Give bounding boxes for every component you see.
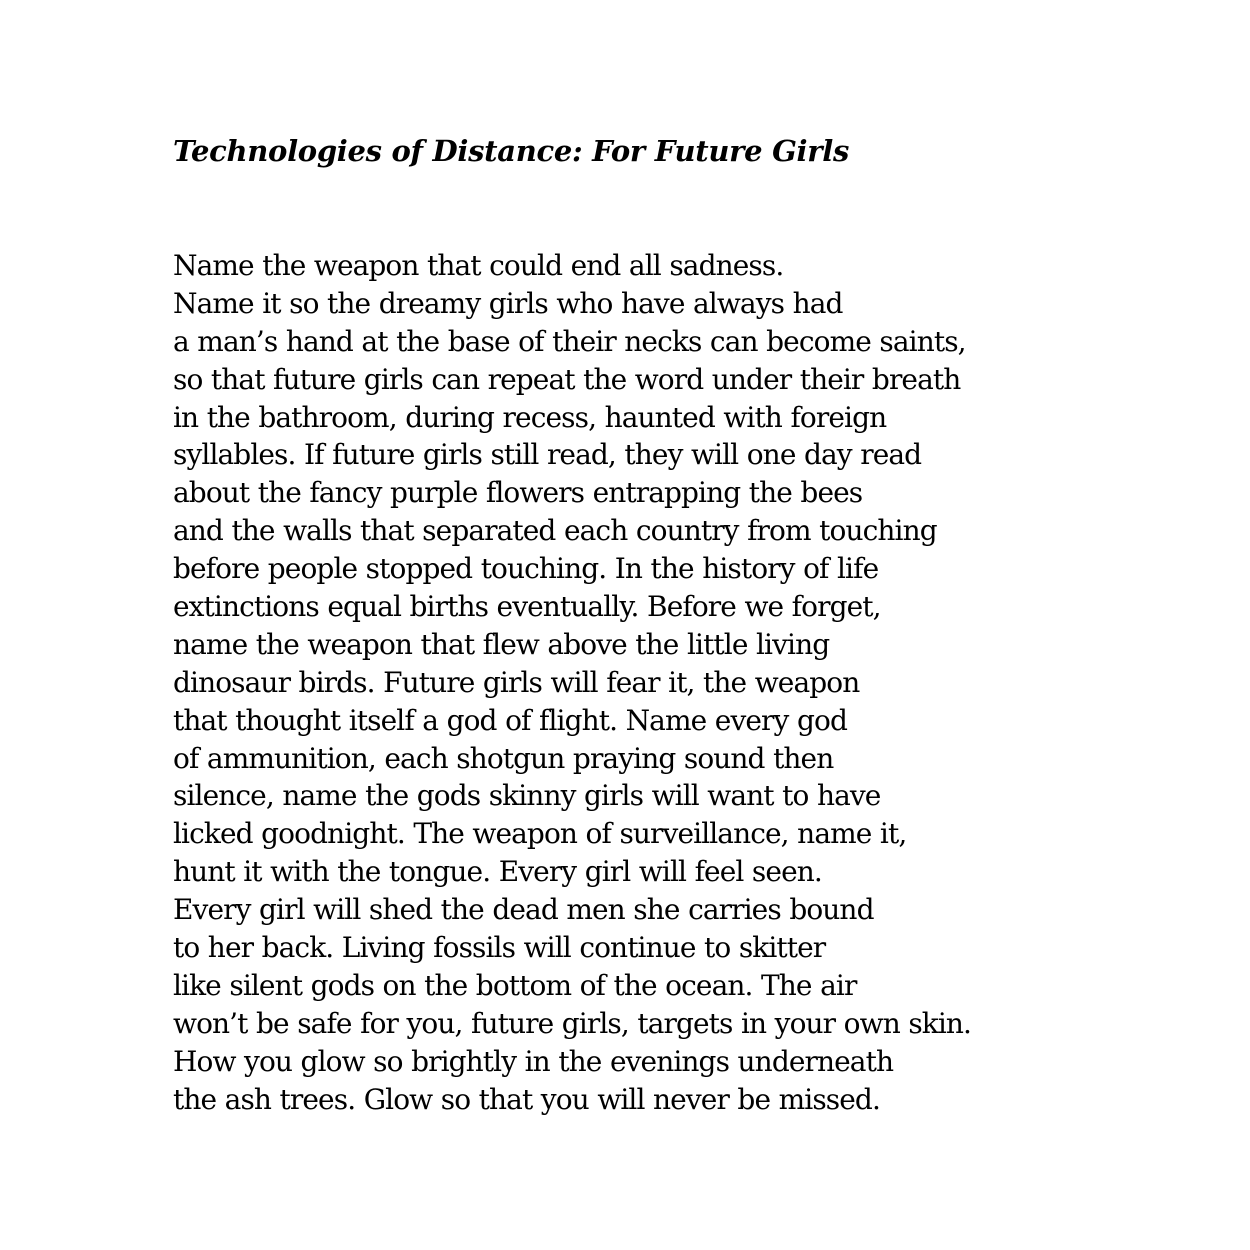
poem-line: Name the weapon that could end all sadness. [173,249,784,282]
poem-line: Every girl will shed the dead men she carries bound [173,893,874,927]
poem-line: a man’s hand at the base of their necks can become saints, [173,324,966,358]
poem-line: in the bathroom, during recess, haunted with foreign [173,400,887,434]
poem-line: Name it so the dreamy girls who have always had [173,286,843,320]
poem-line: to her back. Living fossils will continue to skitter [173,931,826,965]
poem-line: that thought itself a god of flight. Name every god [173,703,847,737]
poem-line: How you glow so brightly in the evenings underneath [173,1044,894,1078]
poem-line: so that future girls can repeat the word under their breath [173,362,961,396]
poem-body [173,247,971,1118]
poem-line: name the weapon that flew above the little living [173,627,830,661]
poem-line: and the walls that separated each country from touching [173,514,937,548]
poem-line: before people stopped touching. In the history of life [173,552,879,586]
poem-line: dinosaur birds. Future girls will fear it, the weapon [173,665,860,699]
poem-line: extinctions equal births eventually. Before we forget, [173,590,881,624]
poem-line: won’t be safe for you, future girls, targets in your own skin. [173,1006,972,1040]
poem-line: of ammunition, each shotgun praying sound then [173,741,834,775]
poem-line: silence, name the gods skinny girls will want to have [173,779,881,813]
poem-line: about the fancy purple flowers entrapping the bees [173,476,863,510]
poem-title: Technologies of Distance: For Future Girls [173,134,849,168]
poem-line: the ash trees. Glow so that you will never be missed. [173,1082,880,1116]
poem-line: like silent gods on the bottom of the ocean. The air [173,968,857,1002]
poem-line: syllables. If future girls still read, they will one day read [173,438,922,472]
poem-line: hunt it with the tongue. Every girl will feel seen. [173,855,822,889]
poem-line: licked goodnight. The weapon of surveillance, name it, [173,817,907,851]
